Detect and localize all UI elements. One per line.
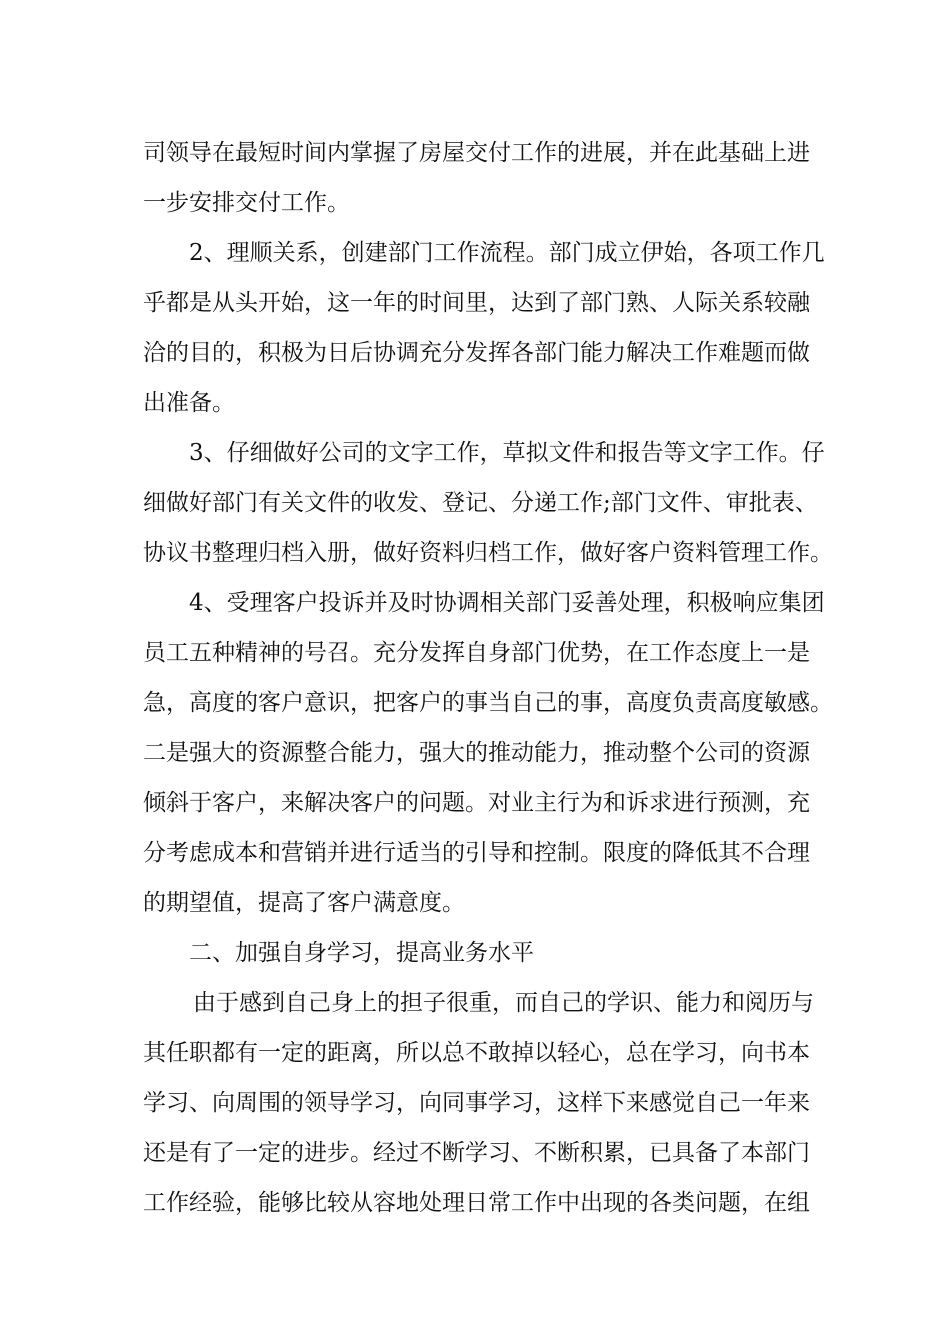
text-line: 分考虑成本和营销并进行适当的引导和控制。限度的降低其不合理 (143, 840, 810, 866)
text-line: 学习、向周围的领导学习，向同事学习，这样下来感觉自己一年来 (143, 1090, 810, 1116)
section-heading: 二、加强自身学习，提高业务水平 (189, 940, 534, 966)
text-line: 一步安排交付工作。 (143, 190, 350, 216)
text-line: 2、理顺关系，创建部门工作流程。部门成立伊始，各项工作几 (189, 240, 825, 266)
text-line: 3、仔细做好公司的文字工作，草拟文件和报告等文字工作。仔 (189, 440, 825, 466)
text-line: 协议书整理归档入册，做好资料归档工作，做好客户资料管理工作。 (143, 540, 833, 566)
text-line: 二是强大的资源整合能力，强大的推动能力，推动整个公司的资源 (143, 740, 810, 766)
text-line: 员工五种精神的号召。充分发挥自身部门优势，在工作态度上一是 (143, 640, 810, 666)
text-line: 倾斜于客户，来解决客户的问题。对业主行为和诉求进行预测，充 (143, 790, 810, 816)
text-line: 急，高度的客户意识，把客户的事当自己的事，高度负责高度敏感。 (143, 690, 833, 716)
text-line: 细做好部门有关文件的收发、登记、分递工作;部门文件、审批表、 (143, 490, 818, 516)
text-line: 出准备。 (143, 390, 235, 416)
text-line: 还是有了一定的进步。经过不断学习、不断积累，已具备了本部门 (143, 1140, 810, 1166)
text-line: 4、受理客户投诉并及时协调相关部门妥善处理，积极响应集团 (189, 590, 825, 616)
text-line: 工作经验，能够比较从容地处理日常工作中出现的各类问题，在组 (143, 1190, 810, 1216)
text-line: 由于感到自己身上的担子很重，而自己的学识、能力和阅历与 (193, 990, 814, 1016)
text-line: 乎都是从头开始，这一年的时间里，达到了部门熟、人际关系较融 (143, 290, 810, 316)
text-line: 洽的目的，积极为日后协调充分发挥各部门能力解决工作难题而做 (143, 340, 810, 366)
text-line: 其任职都有一定的距离，所以总不敢掉以轻心，总在学习，向书本 (143, 1040, 810, 1066)
text-line: 司领导在最短时间内掌握了房屋交付工作的进展，并在此基础上进 (143, 140, 810, 166)
text-line: 的期望值，提高了客户满意度。 (143, 890, 465, 916)
